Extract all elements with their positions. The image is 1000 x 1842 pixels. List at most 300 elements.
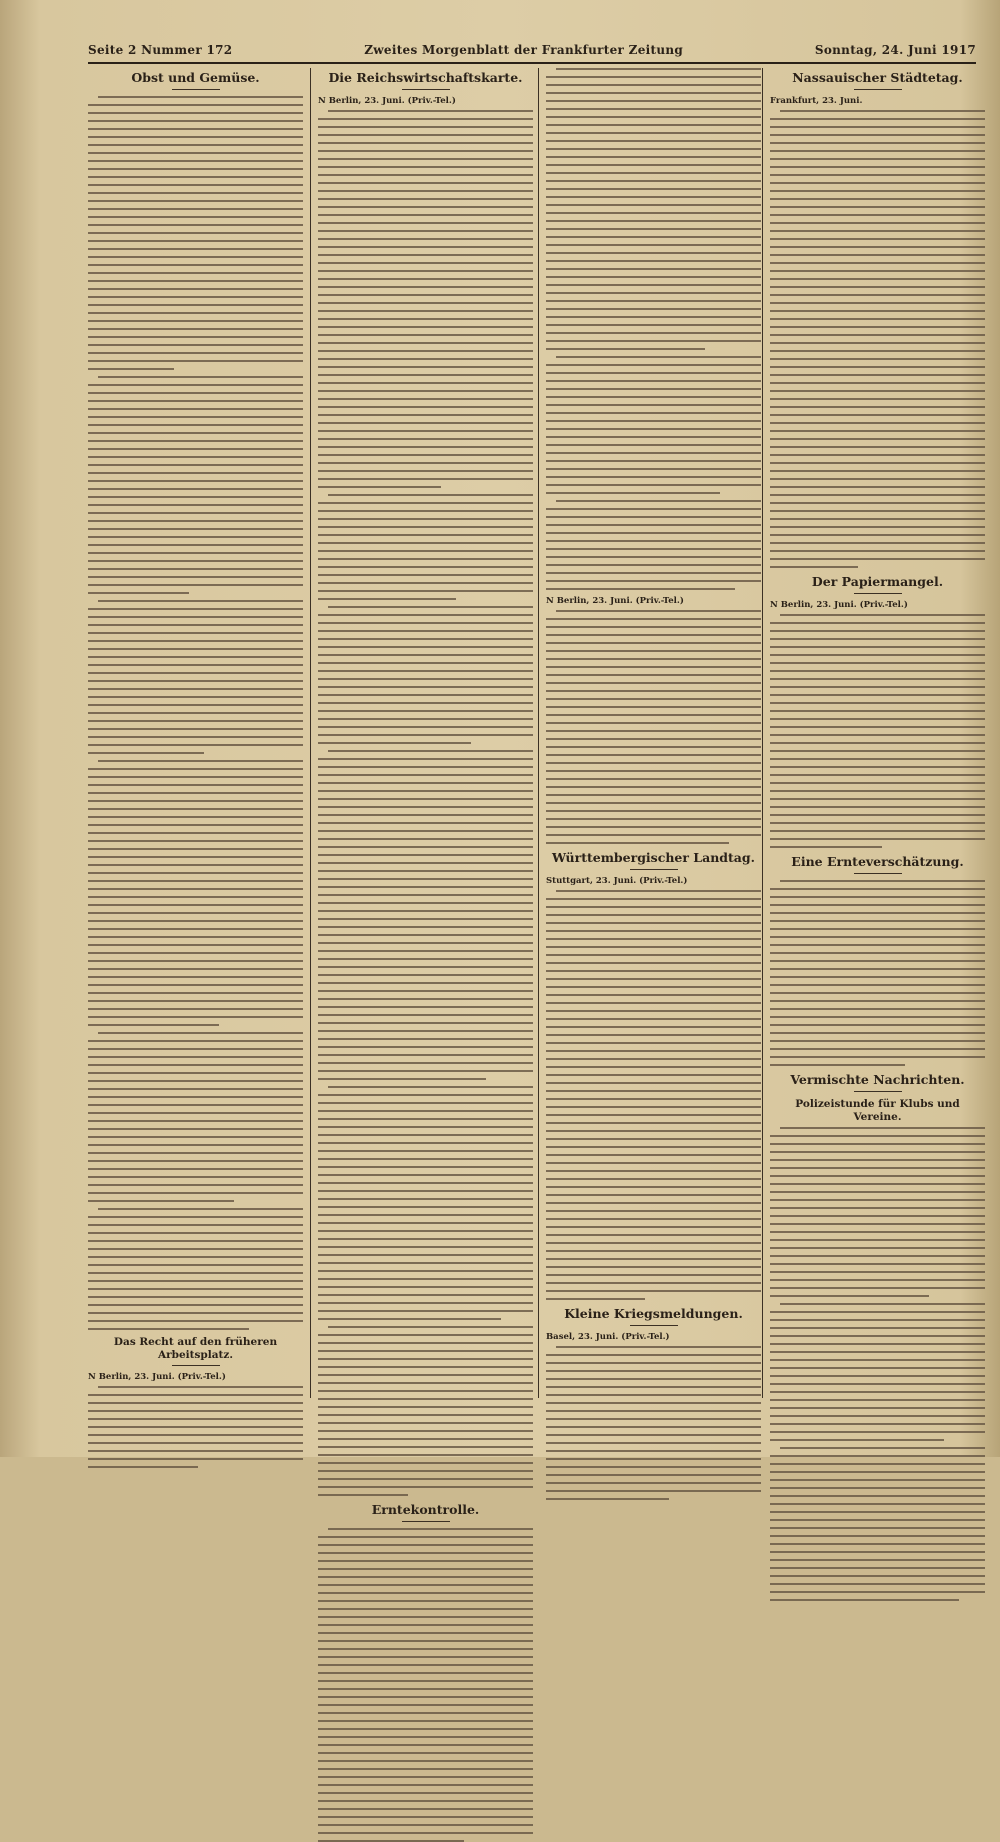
text-line bbox=[88, 752, 204, 754]
text-line bbox=[546, 244, 761, 246]
text-line bbox=[88, 168, 303, 170]
text-line bbox=[318, 150, 533, 152]
text-line bbox=[318, 1166, 533, 1168]
text-line bbox=[318, 1294, 533, 1296]
text-line bbox=[318, 782, 533, 784]
text-line bbox=[98, 96, 303, 98]
text-line bbox=[546, 810, 761, 812]
text-line bbox=[546, 1458, 761, 1460]
text-line bbox=[88, 968, 303, 970]
text-line bbox=[318, 934, 533, 936]
heading-rule bbox=[172, 1365, 220, 1366]
text-line bbox=[546, 1498, 669, 1500]
text-line bbox=[770, 1247, 985, 1249]
text-line bbox=[318, 1238, 533, 1240]
text-line bbox=[770, 1583, 985, 1585]
text-line bbox=[318, 1110, 533, 1112]
text-line bbox=[770, 182, 985, 184]
text-line bbox=[546, 228, 761, 230]
text-line bbox=[546, 1290, 761, 1292]
text-line bbox=[770, 670, 985, 672]
text-line bbox=[546, 388, 761, 390]
text-line bbox=[770, 1351, 985, 1353]
text-line bbox=[546, 156, 761, 158]
text-line bbox=[770, 486, 985, 488]
text-line bbox=[318, 230, 533, 232]
text-line bbox=[88, 1402, 303, 1404]
text-line bbox=[546, 188, 761, 190]
text-line bbox=[88, 576, 303, 578]
text-line bbox=[88, 1312, 303, 1314]
text-line bbox=[88, 936, 303, 938]
text-line bbox=[328, 110, 533, 112]
text-line bbox=[546, 642, 761, 644]
text-line bbox=[770, 542, 985, 544]
text-line bbox=[546, 682, 761, 684]
text-line bbox=[98, 376, 303, 378]
text-line bbox=[546, 212, 761, 214]
text-line bbox=[546, 730, 761, 732]
text-line bbox=[88, 384, 303, 386]
text-line bbox=[318, 902, 533, 904]
text-line bbox=[318, 1078, 486, 1080]
text-line bbox=[546, 1482, 761, 1484]
text-line bbox=[88, 1458, 303, 1460]
text-line bbox=[318, 878, 533, 880]
text-line bbox=[770, 1279, 985, 1281]
masthead bbox=[88, 40, 976, 60]
dateline: N Berlin, 23. Juni. (Priv.-Tel.) bbox=[88, 1372, 226, 1383]
text-line bbox=[88, 136, 303, 138]
text-line bbox=[318, 1398, 533, 1400]
text-line bbox=[318, 1552, 533, 1554]
text-line bbox=[546, 954, 761, 956]
text-line bbox=[770, 1487, 985, 1489]
text-line bbox=[770, 1567, 985, 1569]
text-line bbox=[546, 1386, 761, 1388]
text-line bbox=[546, 540, 761, 542]
text-line bbox=[318, 1640, 533, 1642]
text-line bbox=[546, 1050, 761, 1052]
text-line bbox=[780, 614, 985, 616]
text-line bbox=[546, 714, 761, 716]
text-line bbox=[546, 1298, 645, 1300]
text-line bbox=[546, 1074, 761, 1076]
text-line bbox=[546, 802, 761, 804]
text-line bbox=[318, 462, 533, 464]
text-line bbox=[318, 798, 533, 800]
text-line bbox=[546, 1450, 761, 1452]
text-line bbox=[770, 1311, 985, 1313]
text-line bbox=[318, 342, 533, 344]
text-line bbox=[546, 690, 761, 692]
text-line bbox=[546, 468, 761, 470]
text-line bbox=[318, 918, 533, 920]
text-line bbox=[770, 1223, 985, 1225]
text-line bbox=[318, 822, 533, 824]
text-line bbox=[770, 846, 882, 848]
text-line bbox=[318, 1536, 533, 1538]
text-line bbox=[770, 222, 985, 224]
text-line bbox=[318, 1632, 533, 1634]
text-line bbox=[770, 1151, 985, 1153]
text-line bbox=[88, 1192, 303, 1194]
text-line bbox=[770, 150, 985, 152]
text-line bbox=[770, 734, 985, 736]
text-line bbox=[88, 1450, 303, 1452]
text-line bbox=[318, 1334, 533, 1336]
text-line bbox=[546, 1058, 761, 1060]
text-line bbox=[770, 262, 985, 264]
text-line bbox=[88, 704, 303, 706]
text-line bbox=[318, 1752, 533, 1754]
text-line bbox=[770, 1183, 985, 1185]
text-line bbox=[546, 1418, 761, 1420]
text-line bbox=[318, 1816, 533, 1818]
text-line bbox=[770, 1135, 985, 1137]
text-line bbox=[318, 1278, 533, 1280]
text-line bbox=[770, 1056, 985, 1058]
text-line bbox=[88, 1184, 303, 1186]
text-line bbox=[88, 784, 303, 786]
text-line bbox=[318, 510, 533, 512]
text-line bbox=[770, 774, 985, 776]
text-line bbox=[546, 1082, 761, 1084]
text-line bbox=[770, 294, 985, 296]
text-line bbox=[546, 794, 761, 796]
text-line bbox=[318, 382, 533, 384]
text-line bbox=[770, 838, 985, 840]
text-line bbox=[318, 614, 533, 616]
text-line bbox=[546, 268, 761, 270]
text-line bbox=[318, 710, 533, 712]
text-line bbox=[770, 960, 985, 962]
text-line bbox=[770, 1543, 985, 1545]
text-line bbox=[546, 1466, 761, 1468]
text-line bbox=[318, 1014, 533, 1016]
text-line bbox=[770, 142, 985, 144]
text-line bbox=[546, 666, 761, 668]
text-line bbox=[88, 832, 303, 834]
text-line bbox=[770, 1535, 985, 1537]
text-line bbox=[770, 992, 985, 994]
text-line bbox=[318, 974, 533, 976]
text-line bbox=[318, 1760, 533, 1762]
text-line bbox=[546, 412, 761, 414]
text-line bbox=[318, 1544, 533, 1546]
text-line bbox=[546, 994, 761, 996]
column-3 bbox=[546, 68, 761, 1398]
text-line bbox=[546, 1202, 761, 1204]
masthead-rule bbox=[88, 62, 976, 64]
text-line bbox=[88, 464, 303, 466]
text-line bbox=[88, 1104, 303, 1106]
text-line bbox=[328, 606, 533, 608]
text-line bbox=[546, 372, 761, 374]
text-line bbox=[546, 1370, 761, 1372]
text-line bbox=[770, 1048, 985, 1050]
text-line bbox=[318, 1350, 533, 1352]
text-line bbox=[88, 592, 189, 594]
column-divider bbox=[310, 68, 311, 1398]
text-line bbox=[546, 1250, 761, 1252]
text-line bbox=[546, 516, 761, 518]
text-line bbox=[546, 650, 761, 652]
text-line bbox=[98, 1032, 303, 1034]
text-line bbox=[318, 542, 533, 544]
section-subheading: Polizeistunde für Klubs und Vereine. bbox=[795, 1098, 960, 1123]
text-line bbox=[318, 830, 533, 832]
text-line bbox=[546, 124, 761, 126]
text-line bbox=[770, 912, 985, 914]
text-line bbox=[546, 898, 761, 900]
text-line bbox=[88, 320, 303, 322]
text-line bbox=[318, 958, 533, 960]
text-line bbox=[770, 454, 985, 456]
section-heading: Kleine Kriegsmeldungen. bbox=[564, 1306, 743, 1322]
text-line bbox=[318, 998, 533, 1000]
text-line bbox=[546, 1066, 761, 1068]
text-line bbox=[318, 1366, 533, 1368]
text-line bbox=[546, 698, 761, 700]
text-line bbox=[88, 1096, 303, 1098]
text-line bbox=[318, 478, 533, 480]
text-line bbox=[318, 246, 533, 248]
text-line bbox=[770, 944, 985, 946]
text-line bbox=[88, 896, 303, 898]
text-line bbox=[546, 1034, 761, 1036]
text-line bbox=[546, 738, 761, 740]
text-line bbox=[546, 1130, 761, 1132]
text-line bbox=[88, 400, 303, 402]
text-line bbox=[770, 246, 985, 248]
text-line bbox=[318, 846, 533, 848]
text-line bbox=[318, 1102, 533, 1104]
text-line bbox=[770, 952, 985, 954]
text-line bbox=[318, 262, 533, 264]
text-line bbox=[318, 598, 456, 600]
text-line bbox=[318, 182, 533, 184]
text-line bbox=[770, 366, 985, 368]
text-line bbox=[318, 1808, 533, 1810]
text-line bbox=[318, 694, 533, 696]
text-line bbox=[88, 216, 303, 218]
dateline: N Berlin, 23. Juni. (Priv.-Tel.) bbox=[770, 600, 908, 611]
text-line bbox=[546, 404, 761, 406]
text-line bbox=[318, 446, 533, 448]
text-line bbox=[318, 1318, 501, 1320]
text-line bbox=[88, 496, 303, 498]
text-line bbox=[546, 962, 761, 964]
heading-rule bbox=[630, 1325, 678, 1326]
text-line bbox=[770, 1375, 985, 1377]
text-line bbox=[318, 222, 533, 224]
text-line bbox=[318, 1688, 533, 1690]
text-line bbox=[318, 1206, 533, 1208]
text-line bbox=[770, 662, 985, 664]
text-line bbox=[318, 718, 533, 720]
text-line bbox=[770, 478, 985, 480]
text-line bbox=[88, 960, 303, 962]
text-line bbox=[318, 566, 533, 568]
text-line bbox=[770, 1271, 985, 1273]
text-line bbox=[88, 648, 303, 650]
text-line bbox=[318, 1358, 533, 1360]
text-line bbox=[770, 1343, 985, 1345]
text-line bbox=[770, 750, 985, 752]
text-line bbox=[318, 1310, 533, 1312]
text-line bbox=[318, 926, 533, 928]
text-line bbox=[318, 1438, 533, 1440]
text-line bbox=[318, 422, 533, 424]
text-line bbox=[318, 1478, 533, 1480]
text-line bbox=[88, 1232, 303, 1234]
text-line bbox=[98, 1208, 303, 1210]
text-line bbox=[88, 184, 303, 186]
masthead-date: Sonntag, 24. Juni 1917 bbox=[814, 43, 976, 57]
heading-rule bbox=[172, 89, 220, 90]
text-line bbox=[546, 564, 761, 566]
text-line bbox=[770, 830, 985, 832]
heading-rule bbox=[402, 1521, 450, 1522]
text-line bbox=[88, 416, 303, 418]
text-line bbox=[88, 1248, 303, 1250]
text-line bbox=[318, 1030, 533, 1032]
text-line bbox=[546, 1170, 761, 1172]
text-line bbox=[88, 624, 303, 626]
text-line bbox=[318, 1736, 533, 1738]
masthead-page-number: Seite 2 Nummer 172 bbox=[88, 43, 233, 57]
text-line bbox=[88, 1176, 303, 1178]
text-line bbox=[88, 1328, 249, 1330]
text-line bbox=[770, 278, 985, 280]
text-line bbox=[88, 1418, 303, 1420]
text-line bbox=[88, 736, 303, 738]
text-line bbox=[88, 792, 303, 794]
text-line bbox=[318, 1006, 533, 1008]
text-line bbox=[88, 1064, 303, 1066]
text-line bbox=[546, 626, 761, 628]
text-line bbox=[546, 236, 761, 238]
text-line bbox=[88, 160, 303, 162]
text-line bbox=[770, 888, 985, 890]
text-line bbox=[546, 1210, 761, 1212]
text-line bbox=[546, 460, 761, 462]
text-line bbox=[770, 214, 985, 216]
text-line bbox=[88, 488, 303, 490]
text-line bbox=[770, 1143, 985, 1145]
text-line bbox=[318, 126, 533, 128]
text-line bbox=[88, 904, 303, 906]
text-line bbox=[318, 1414, 533, 1416]
text-line bbox=[318, 358, 533, 360]
text-line bbox=[318, 294, 533, 296]
text-line bbox=[318, 318, 533, 320]
text-line bbox=[318, 518, 533, 520]
text-line bbox=[88, 944, 303, 946]
text-line bbox=[88, 520, 303, 522]
text-line bbox=[770, 1327, 985, 1329]
text-line bbox=[318, 430, 533, 432]
text-line bbox=[770, 654, 985, 656]
text-line bbox=[770, 1407, 985, 1409]
text-line bbox=[770, 286, 985, 288]
text-line bbox=[546, 1162, 761, 1164]
text-line bbox=[770, 462, 985, 464]
text-line bbox=[318, 734, 533, 736]
text-line bbox=[318, 838, 533, 840]
text-line bbox=[88, 304, 303, 306]
text-line bbox=[318, 630, 533, 632]
text-line bbox=[318, 662, 533, 664]
text-line bbox=[770, 758, 985, 760]
text-line bbox=[546, 172, 761, 174]
text-line bbox=[88, 616, 303, 618]
text-line bbox=[546, 148, 761, 150]
text-line bbox=[88, 768, 303, 770]
text-line bbox=[546, 618, 761, 620]
text-line bbox=[546, 84, 761, 86]
text-line bbox=[318, 1680, 533, 1682]
text-line bbox=[546, 1218, 761, 1220]
text-line bbox=[770, 646, 985, 648]
text-line bbox=[318, 414, 533, 416]
text-line bbox=[318, 1142, 533, 1144]
text-line bbox=[770, 1383, 985, 1385]
text-line bbox=[318, 574, 533, 576]
text-line bbox=[328, 1528, 533, 1530]
heading-rule bbox=[854, 1091, 902, 1092]
text-line bbox=[318, 638, 533, 640]
text-line bbox=[88, 1296, 303, 1298]
text-line bbox=[318, 1182, 533, 1184]
text-line bbox=[770, 1439, 944, 1441]
text-line bbox=[88, 528, 303, 530]
text-line bbox=[318, 1246, 533, 1248]
text-line bbox=[88, 672, 303, 674]
text-line bbox=[318, 814, 533, 816]
text-line bbox=[546, 116, 761, 118]
text-line bbox=[770, 630, 985, 632]
text-line bbox=[318, 1446, 533, 1448]
text-line bbox=[318, 1134, 533, 1136]
text-line bbox=[318, 1776, 533, 1778]
text-line bbox=[546, 452, 761, 454]
text-line bbox=[88, 504, 303, 506]
text-line bbox=[88, 120, 303, 122]
text-line bbox=[88, 1240, 303, 1242]
text-line bbox=[318, 1800, 533, 1802]
text-line bbox=[546, 340, 761, 342]
text-line bbox=[88, 920, 303, 922]
text-line bbox=[88, 664, 303, 666]
text-line bbox=[556, 356, 761, 358]
text-line bbox=[318, 390, 533, 392]
text-line bbox=[88, 432, 303, 434]
text-line bbox=[546, 316, 761, 318]
text-line bbox=[546, 1146, 761, 1148]
text-line bbox=[780, 1447, 985, 1449]
text-line bbox=[770, 494, 985, 496]
text-line bbox=[546, 1442, 761, 1444]
text-line bbox=[318, 1600, 533, 1602]
text-line bbox=[318, 1608, 533, 1610]
text-line bbox=[318, 1422, 533, 1424]
text-line bbox=[318, 1214, 533, 1216]
column-2 bbox=[318, 68, 533, 1518]
text-line bbox=[318, 1728, 533, 1730]
heading-rule bbox=[630, 869, 678, 870]
